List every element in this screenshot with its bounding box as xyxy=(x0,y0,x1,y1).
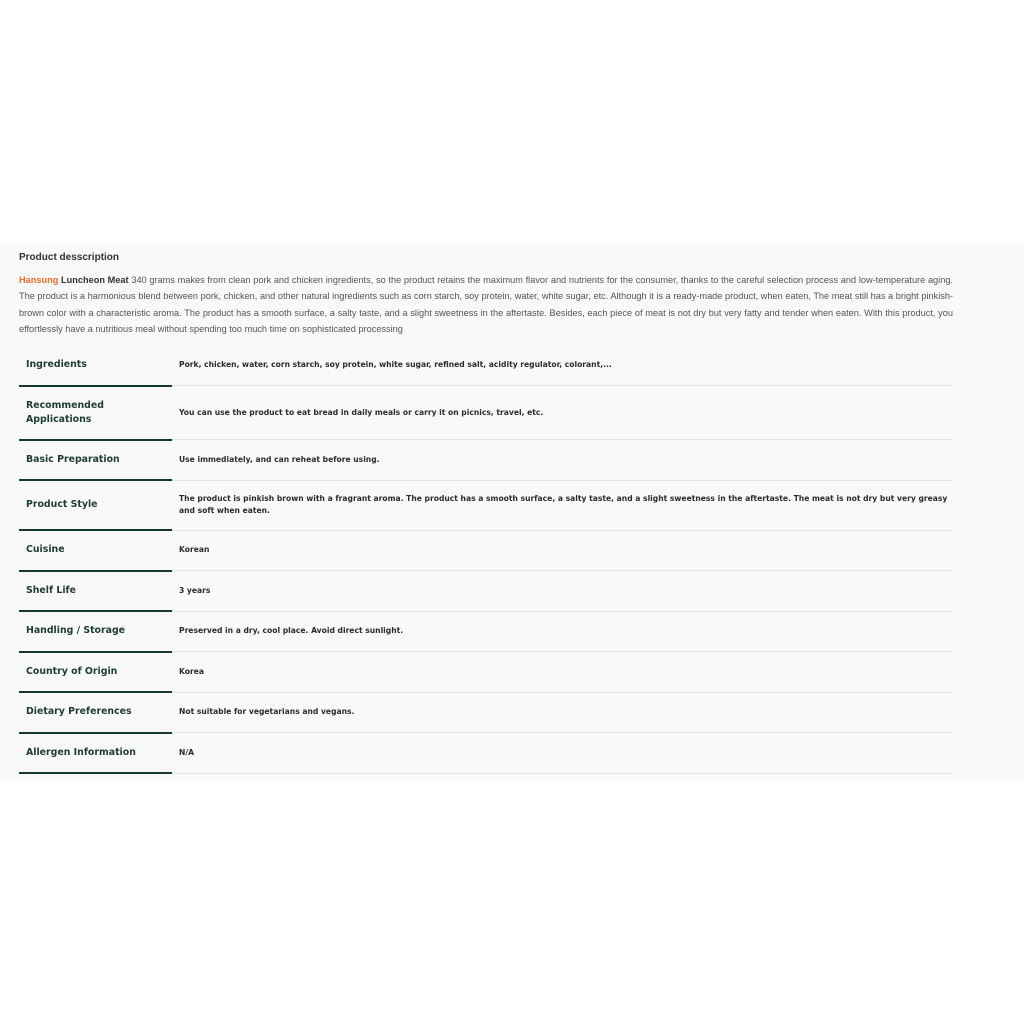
product-specs-table xyxy=(19,345,953,774)
product-description-text xyxy=(19,272,953,337)
product-description-panel xyxy=(0,243,1024,781)
spec-value: Preserved in a dry, cool place. Avoid direct sunlight. xyxy=(172,611,953,652)
spec-label: Handling / Storage xyxy=(19,611,172,652)
spec-label: Cuisine xyxy=(19,530,172,571)
section-title: Product desscription xyxy=(19,252,120,263)
spec-row-product-style xyxy=(19,480,953,530)
spec-label: Recommended Applications xyxy=(19,386,172,440)
spec-row-ingredients xyxy=(19,345,953,386)
product-name: Luncheon Meat xyxy=(61,275,129,285)
brand-name: Hansung xyxy=(19,275,59,285)
spec-label: Dietary Preferences xyxy=(19,692,172,733)
product-description-content xyxy=(19,243,953,774)
spec-value: Korea xyxy=(172,652,953,693)
spec-label: Basic Preparation xyxy=(19,440,172,481)
spec-row-basic-preparation xyxy=(19,440,953,481)
description-body: 340 grams makes from clean pork and chicken ingredients, so the product retains the maximum flavor and nutrients for the consumer, thanks to the careful selection process and low-temperature aging. The product is a harmonious blend between pork, chicken, and other natural ingredients such as corn starch, soy protein, water, white sugar, etc. Although it is a ready-made product, when eaten, The meat still has a bright pinkish-brown color with a characteristic aroma. The product has a smooth surface, a salty taste, and a slight sweetness in the aftertaste. Besides, each piece of meat is not dry but very fatty and tender when eaten. With this product, you effortlessly have a nutritious meal without spending too much time on sophisticated processing xyxy=(19,275,953,334)
spec-row-handling-storage xyxy=(19,611,953,652)
spec-label: Country of Origin xyxy=(19,652,172,693)
spec-label: Shelf Life xyxy=(19,571,172,612)
spec-value: N/A xyxy=(172,733,953,774)
spec-value: Not suitable for vegetarians and vegans. xyxy=(172,692,953,733)
spec-row-allergen-information xyxy=(19,733,953,774)
spec-value: 3 years xyxy=(172,571,953,612)
spec-value: Korean xyxy=(172,530,953,571)
spec-value: Use immediately, and can reheat before using. xyxy=(172,440,953,481)
spec-row-shelf-life xyxy=(19,571,953,612)
spec-row-recommended-applications xyxy=(19,386,953,440)
spec-label: Product Style xyxy=(19,480,172,530)
spec-label: Allergen Information xyxy=(19,733,172,774)
spec-value: Pork, chicken, water, corn starch, soy protein, white sugar, refined salt, acidity regulator, colorant,... xyxy=(172,345,953,386)
spec-value: You can use the product to eat bread in daily meals or carry it on picnics, travel, etc. xyxy=(172,386,953,440)
spec-row-dietary-preferences xyxy=(19,692,953,733)
spec-row-cuisine xyxy=(19,530,953,571)
spec-value: The product is pinkish brown with a fragrant aroma. The product has a smooth surface, a salty taste, and a slight sweetness in the aftertaste. The meat is not dry but very greasy and soft when eaten. xyxy=(172,480,953,530)
spec-row-country-of-origin xyxy=(19,652,953,693)
spec-label: Ingredients xyxy=(19,345,172,386)
